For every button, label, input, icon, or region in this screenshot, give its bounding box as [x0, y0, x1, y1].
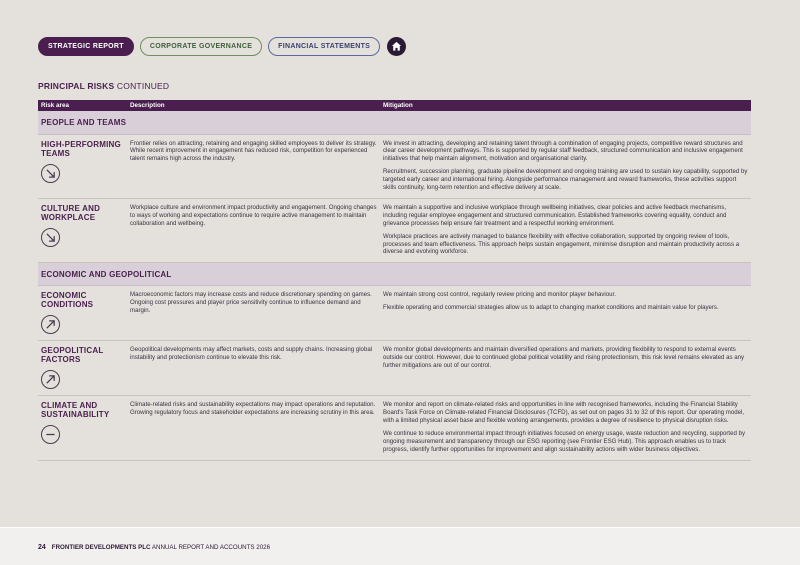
risk-description: Geopolitical developments may affect markets, costs and supply chains. Increasing global instability and protectionism continue to elevate this risk. [127, 341, 380, 396]
header-description: Description [127, 100, 380, 111]
risk-name: ECONOMIC CONDITIONS [41, 291, 94, 310]
trend-down-icon [41, 228, 60, 247]
risk-description: Workplace culture and environment impact productivity and engagement. Ongoing changes to ways of working and expectations continue to require active management to maintain collaboration and wellbeing. [127, 198, 380, 262]
heading-rest: CONTINUED [114, 81, 170, 91]
risk-name: CULTURE AND WORKPLACE [41, 203, 101, 222]
trend-flat-icon [41, 425, 60, 444]
risk-name: GEOPOLITICAL FACTORS [41, 346, 104, 365]
mitigation-paragraph: We continue to reduce environmental impact through initiatives focused on energy usage, waste reduction and recycling, supported by ongoing measurement and transparency through our ESG reporting (see Frontier ESG Hub). This approach enables us to track progress, identify further opportunities for improvement and align sustainability actions with wider business objectives. [383, 430, 746, 453]
table-row [38, 134, 751, 198]
mitigation-paragraph: We monitor global developments and maintain diversified operations and markets, providing flexibility to respond to external events outside our control. However, due to continued global political volatility and rising protectionism, this risk level remains elevated as any further mitigations are out of our control. [383, 346, 745, 370]
mitigation-paragraph: We maintain strong cost control, regularly review pricing and monitor player behaviour. [383, 291, 616, 299]
section-title: PEOPLE AND TEAMS [38, 111, 751, 134]
risk-description: Macroeconomic factors may increase costs and reduce discretionary spending on games. Ongoing cost pressures and player price sensitivity continue to influence demand and margin. [127, 286, 380, 341]
section-row [38, 263, 751, 286]
mitigation-paragraph: We monitor and report on climate-related risks and opportunities in line with recognised frameworks, including the Financial Stability Board's Task Force on Climate-related Financial Disclosures (TCFD), as set out on pages 31 to 32 of this report. Our operating model, with a limited physical asset base and flexible working arrangements, provides a degree of resilience to physical disruption risks. [383, 401, 745, 425]
header-risk-area: Risk area [38, 100, 127, 111]
footer-report: ANNUAL REPORT AND ACCOUNTS 2026 [151, 544, 271, 551]
section-nav [38, 37, 406, 56]
heading-bold: PRINCIPAL RISKS [38, 81, 115, 91]
footer-company: FRONTIER DEVELOPMENTS PLC [51, 544, 151, 551]
risk-mitigation [380, 286, 751, 341]
principal-risks-table [38, 100, 751, 461]
nav-financial-statements[interactable]: FINANCIAL STATEMENTS [268, 37, 380, 56]
section-title: ECONOMIC AND GEOPOLITICAL [38, 263, 751, 286]
table-row [38, 286, 751, 341]
risk-mitigation [380, 198, 751, 262]
home-icon [391, 41, 402, 52]
risk-description: Climate-related risks and sustainability expectations may impact operations and reputation. Growing regulatory focus and stakeholder expectations are increasing scrutiny in this area. [127, 396, 380, 460]
trend-down-icon [41, 164, 60, 183]
page-footer [38, 544, 270, 551]
risk-mitigation [380, 134, 751, 198]
nav-corporate-governance[interactable]: CORPORATE GOVERNANCE [140, 37, 262, 56]
home-button[interactable] [387, 37, 406, 56]
mitigation-paragraph: We maintain a supportive and inclusive workplace through wellbeing initiatives, clear policies and active feedback mechanisms, including regular employee engagement and structured communication. Established frameworks covering equality, conduct and grievance processes help ensure fair treatment and a respectful working environment. [383, 203, 727, 227]
nav-strategic-report[interactable]: STRATEGIC REPORT [38, 37, 134, 56]
risk-name: CLIMATE AND SUSTAINABILITY [41, 401, 110, 420]
risk-name: HIGH-PERFORMING TEAMS [41, 139, 121, 158]
table-row [38, 341, 751, 396]
trend-up-icon [41, 370, 60, 389]
mitigation-paragraph: Flexible operating and commercial strategies allow us to adapt to changing market conditions and maintain value for players. [383, 304, 719, 312]
page-number: 24 [38, 544, 46, 551]
table-row [38, 198, 751, 262]
mitigation-paragraph: Workplace practices are actively managed to balance flexibility with effective collaboration, supported by ongoing review of tools, processes and team effectiveness. This approach helps sustain engagement, minimise disruption and maintain productivity across a diverse and evolving workforce. [383, 232, 740, 256]
table-header-row [38, 100, 751, 111]
mitigation-paragraph: We invest in attracting, developing and retaining talent through a combination of engaging projects, competitive reward structures and clear career development pathways. This is supported by regular staff feedback, structured communication and inclusive engagement initiatives that help maintain alignment, motivation and organisational clarity. [383, 139, 743, 163]
trend-up-icon [41, 315, 60, 334]
page-heading [38, 81, 169, 91]
risk-mitigation [380, 341, 751, 396]
mitigation-paragraph: Recruitment, succession planning, graduate pipeline development and ongoing training are used to sustain key capability, supported by targeted early career and international hiring. Alongside performance management and reward frameworks, these activities support skills continuity, long-term retention and effective delivery at scale. [383, 168, 748, 192]
risk-description: Frontier relies on attracting, retaining and engaging skilled employees to deliver its strategy. While recent improvement in engagement has reduced risk, competition for experienced talent remains high across the industry. [127, 134, 380, 198]
section-row [38, 111, 751, 134]
risk-mitigation [380, 396, 751, 460]
header-mitigation: Mitigation [380, 100, 751, 111]
table-row [38, 396, 751, 460]
